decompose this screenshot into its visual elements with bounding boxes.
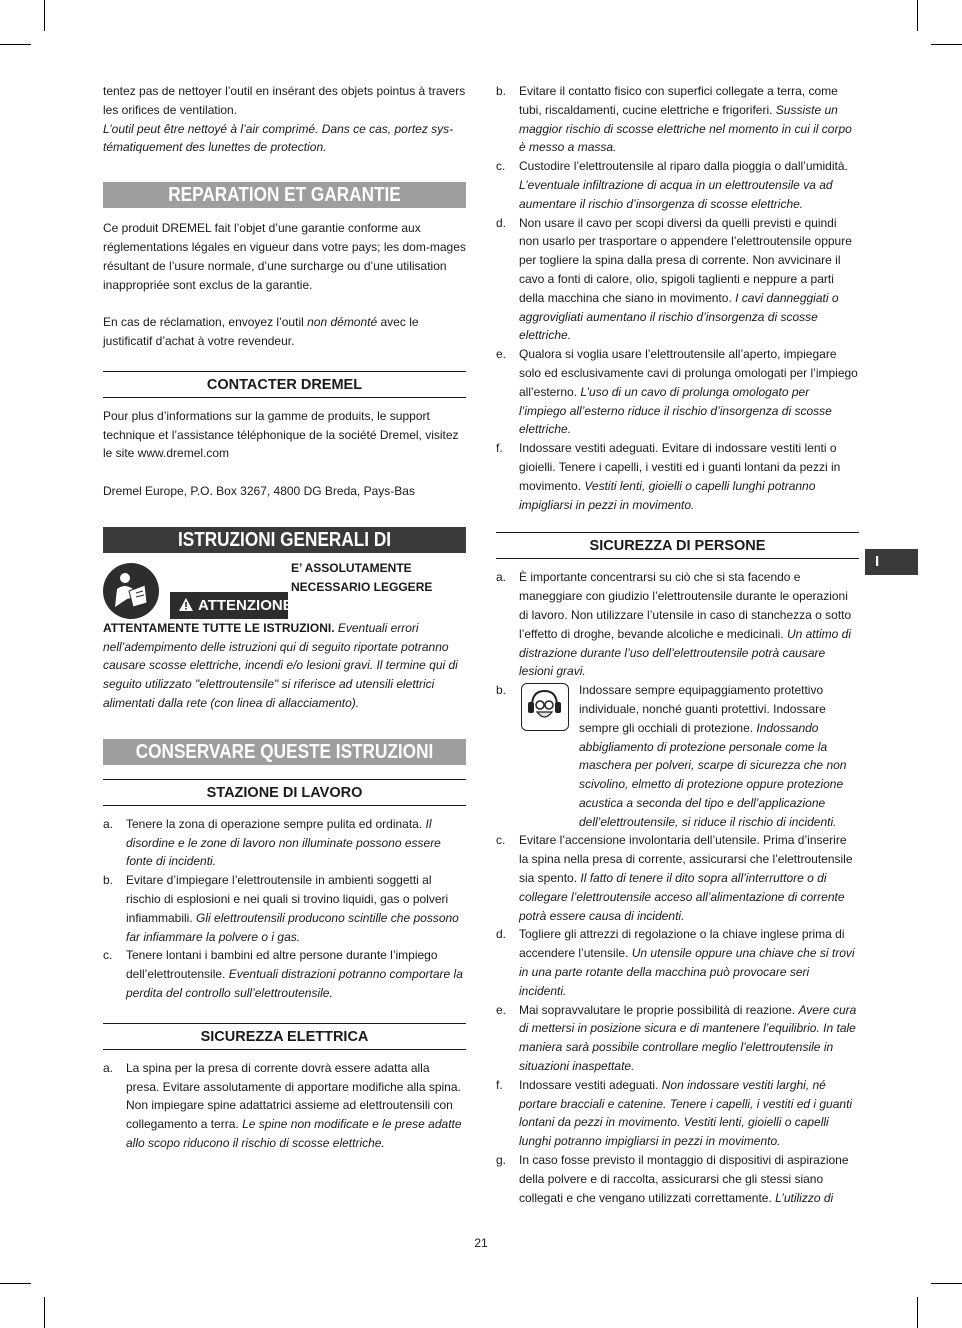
list-item [103, 1059, 466, 1153]
claim-text: En cas de réclamation, envoyez l’outil [103, 315, 308, 330]
item-italic: Gli elettroutensili producono scintille che possono far infiammare la polvere o i gas. [126, 910, 459, 944]
list-item [496, 1001, 859, 1076]
item-italic: Vestiti lenti, gioielli o capelli lunghi potranno impigliarsi in pezzi in movimento. [519, 478, 816, 512]
warning-bold: ATTENTAMENTE TUTTE LE ISTRUZIONI. [103, 620, 335, 635]
crop-mark [931, 44, 962, 45]
list-item [496, 925, 859, 1000]
crop-mark [0, 44, 31, 45]
intro-italic: L’outil peut être nettoyé à l’air comprimé. Dans ce cas, portez sys-tématiquement des lunettes de protection. [103, 121, 454, 155]
language-tab: I [865, 549, 918, 575]
list-letter: e. [496, 1002, 507, 1017]
persone-heading: SICUREZZA DI PERSONE [496, 532, 859, 558]
read-manual-icon [103, 563, 159, 619]
list-item [496, 831, 859, 925]
istruzioni-title: ISTRUZIONI GENERALI DI [128, 527, 440, 553]
list-letter: c. [496, 159, 506, 174]
item-italic: Avere cura di mettersi in posizione sicura e di mantenere l’equilibrio. In tale maniera sarà possibile controllare meglio l’elettroutensile in situazioni inaspettate. [519, 1002, 857, 1074]
warning-line: NECESSARIO LEGGERE [291, 579, 433, 594]
page-number: 21 [474, 1236, 488, 1250]
warning-triangle-icon [178, 597, 194, 613]
item-italic: L’uso di un cavo di prolunga omologato per l’impiego all’esterno riduce il rischio d’insorgenza di scosse elettriche. [519, 384, 832, 437]
warning-row [103, 559, 466, 619]
attention-badge [170, 592, 293, 619]
list-letter: e. [496, 347, 507, 362]
item-italic: Un utensile oppure una chiave che si trovi in una parte rotante della macchina può provocare seri incidenti. [519, 946, 855, 998]
contact-paragraph: Pour plus d’informations sur la gamme de produits, le support technique et l’assistance téléphonique de la société Dremel, visitez le site www.dremel.com [103, 408, 459, 461]
warning-paragraph [103, 619, 466, 713]
list-letter: b. [496, 683, 507, 698]
intro-text: tentez pas de nettoyer l’outil en insérant des objets pointus à travers les orifices de ventilation. [103, 84, 466, 117]
protection-row [496, 681, 859, 831]
item-text: La spina per la presa di corrente dovrà essere adatta alla presa. Evitare assolutamente di apportare modifiche alla spina. Non impiegare spine adattatrici assieme ad elettroutensili con collegamento a terra. [126, 1060, 461, 1132]
item-italic: L’utilizzo di [775, 1190, 834, 1205]
crop-mark [44, 0, 45, 31]
list-letter: b. [103, 873, 114, 888]
warning-line: E’ ASSOLUTAMENTE [291, 560, 412, 575]
list-item [103, 946, 466, 1002]
conservare-title: CONSERVARE QUESTE ISTRUZIONI [128, 739, 440, 765]
list-letter: a. [103, 1060, 114, 1075]
stazione-list [103, 815, 466, 1003]
list-item [103, 871, 466, 946]
list-item [496, 568, 859, 681]
attention-label: ATTENZIONE [198, 596, 293, 614]
item-text: Tenere la zona di operazione sempre pulita ed ordinata. [126, 816, 426, 831]
stazione-heading: STAZIONE DI LAVORO [103, 779, 466, 805]
list-letter: d. [496, 215, 507, 230]
elettrica-heading: SICUREZZA ELETTRICA [103, 1023, 466, 1049]
list-letter: f. [496, 1077, 503, 1092]
item-italic: Indossando abbigliamento di protezione personale come la maschera per polveri, scarpe di sicurezza che non scivolino, elmetto di protezione oppure protezione acustica a seconda del tipo e dell’applicazione dell’elettroutensile, si riduce il rischio di incidenti. [579, 720, 847, 829]
item-italic: Un attimo di distrazione durante l’uso dell’elettroutensile potrà causare lesioni gravi. [519, 626, 851, 679]
list-letter: f. [496, 441, 503, 456]
crop-mark [44, 1297, 45, 1328]
list-item [496, 214, 859, 346]
list-letter: b. [496, 84, 507, 98]
protective-equipment-icon [521, 683, 569, 731]
list-letter: a. [496, 570, 507, 585]
item-text: Mai sopravvalutare le proprie possibilità di reazione. [519, 1002, 799, 1017]
section-banner-reparation [103, 182, 466, 208]
persone-list [496, 568, 859, 1207]
list-letter: c. [103, 948, 113, 963]
item-italic: Non indossare vestiti larghi, né portare bracciali e catenine. Tenere i capelli, i vestiti ed i guanti lontani da pezzi in movimento. Vestiti lenti, gioielli o capelli lunghi potranno impigliarsi in pezzi in movimento. [519, 1077, 853, 1149]
item-text: In caso fosse previsto il montaggio di dispositivi di aspirazione della polvere e di raccolta, assicurarsi che gli stessi siano collegati e che vengano utilizzati correttamente. [519, 1153, 849, 1205]
item-text: Tenere lontani i bambini ed altre persone durante l’impiego dell’elettroutensile. [126, 948, 438, 982]
claim-text-end: avec le justificatif d’achat à votre revendeur. [103, 315, 419, 348]
item-italic: I cavi danneggiati o aggrovigliati aumentano il rischio d’insorgenza di scosse elettriche. [519, 290, 839, 343]
item-text: Qualora si voglia usare l’elettroutensile all’aperto, impiegare solo ed esclusivamente cavi di prolunga omologati per l’impiego all’esterno. [519, 347, 858, 399]
section-banner-conservare [103, 739, 466, 765]
list-item [496, 681, 859, 831]
item-text: Non usare il cavo per scopi diversi da quelli previsti e quindi non usarlo per trasportare o appendere l’elettroutensile oppure per togliere la spina dalla presa di corrente. Non avvicinare il cavo a fonti di calore, olio, spigoli taglienti e neppure a parti della macchina che siano in movimento. [519, 215, 852, 305]
right-column [496, 82, 859, 1207]
item-italic: Sussiste un maggior rischio di scosse elettriche nel momento in cui il corpo è messo a massa. [519, 102, 852, 155]
crop-mark [917, 0, 918, 31]
item-italic: Il fatto di tenere il dito sopra all’interruttore o di collegare l’elettroutensile acceso all’alimentazione di corrente potrà essere causa di incidenti. [519, 871, 845, 923]
item-italic: Eventuali distrazioni potranno comportare la perdita del controllo sull’elettroutensile. [126, 967, 463, 1000]
item-text: Togliere gli attrezzi di regolazione o la chiave inglese prima di accendere l’utensile. [519, 927, 845, 961]
item-text: Evitare d’impiegare l’elettroutensile in ambienti soggetti al rischio di esplosioni e nei quali si trovino liquidi, gas o polveri infiammabili. [126, 873, 449, 925]
section-banner-istruzioni [103, 527, 466, 553]
item-text: Indossare vestiti adeguati. [519, 1077, 662, 1092]
list-item [103, 815, 466, 871]
item-text: Custodire l’elettroutensile al riparo dalla pioggia o dall’umidità. [519, 159, 848, 174]
list-item [496, 345, 859, 439]
item-text: Evitare l’accensione involontaria dell’utensile. Prima d’inserire la spina nella presa di corrente, assicurarsi che l’elettroutensile sia spento. [519, 833, 853, 886]
item-text: Evitare il contatto fisico con superfici collegate a terra, come tubi, riscaldamenti, cucine elettriche e frigoriferi. [519, 84, 838, 117]
list-letter: g. [496, 1153, 507, 1168]
item-italic: L’eventuale infiltrazione di acqua in un elettroutensile va ad aumentare il rischio d’insorgenza di scosse elettriche. [519, 177, 833, 211]
reparation-title: REPARATION ET GARANTIE [128, 182, 440, 208]
list-letter: c. [496, 833, 506, 848]
list-letter: a. [103, 816, 114, 831]
reparation-paragraph: Ce produit DREMEL fait l’objet d’une garantie conforme aux réglementations légales en vigueur dans votre pays; les dom-mages résultant de l’usure normale, d’une surcharge ou d’une utilisation inappropriée sont exclus de la garantie. [103, 221, 466, 292]
list-item [496, 1151, 859, 1207]
contact-heading: CONTACTER DREMEL [103, 371, 466, 397]
reparation-claim [103, 313, 466, 351]
list-item [496, 157, 859, 213]
list-item [496, 439, 859, 514]
list-item [496, 82, 859, 157]
item-text: Indossare vestiti adeguati. Evitare di indossare vestiti lenti o gioielli. Tenere i capelli, i vestiti ed i guanti lontani da pezzi in movimento. [519, 441, 841, 493]
list-item [496, 1076, 859, 1151]
item-italic: Il disordine e le zone di lavoro non illuminate possono essere fonte di incidenti. [126, 816, 441, 869]
claim-italic: non démonté [307, 315, 378, 330]
contact-address: Dremel Europe, P.O. Box 3267, 4800 DG Breda, Pays-Bas [103, 483, 415, 498]
elettrica-list [103, 1059, 466, 1153]
crop-mark [917, 1297, 918, 1328]
item-text: È importante concentrarsi su ciò che si sta facendo e maneggiare con giudizio l’elettroutensile durante le operazioni di lavoro. Non utilizzare l’utensile in caso di stanchezza o sotto l’effetto di droghe, bevande alcoliche e medicinali. [519, 570, 852, 641]
warning-heading [291, 559, 432, 597]
item-italic: Le spine non modificate e le prese adatte allo scopo riducono il rischio di scosse elettriche. [126, 1117, 462, 1150]
left-column [103, 82, 466, 1153]
list-letter: d. [496, 927, 507, 942]
crop-mark [931, 1283, 962, 1284]
warning-italic: Eventuali errori nell’adempimento delle istruzioni qui di seguito riportate potranno causare scosse elettriche, incendi e/o lesioni gravi. Il termine qui di seguito utilizzato "elettroutensile" si riferisce ad utensili elettrici alimentati dalla rete (con linea di allacciamento). [103, 620, 458, 710]
elettrica-list-continued [496, 82, 859, 514]
item-text: Indossare sempre equipaggiamento protettivo individuale, nonché guanti protettivi. Indossare sempre gli occhiali di protezione. [579, 683, 826, 735]
crop-mark [0, 1283, 31, 1284]
